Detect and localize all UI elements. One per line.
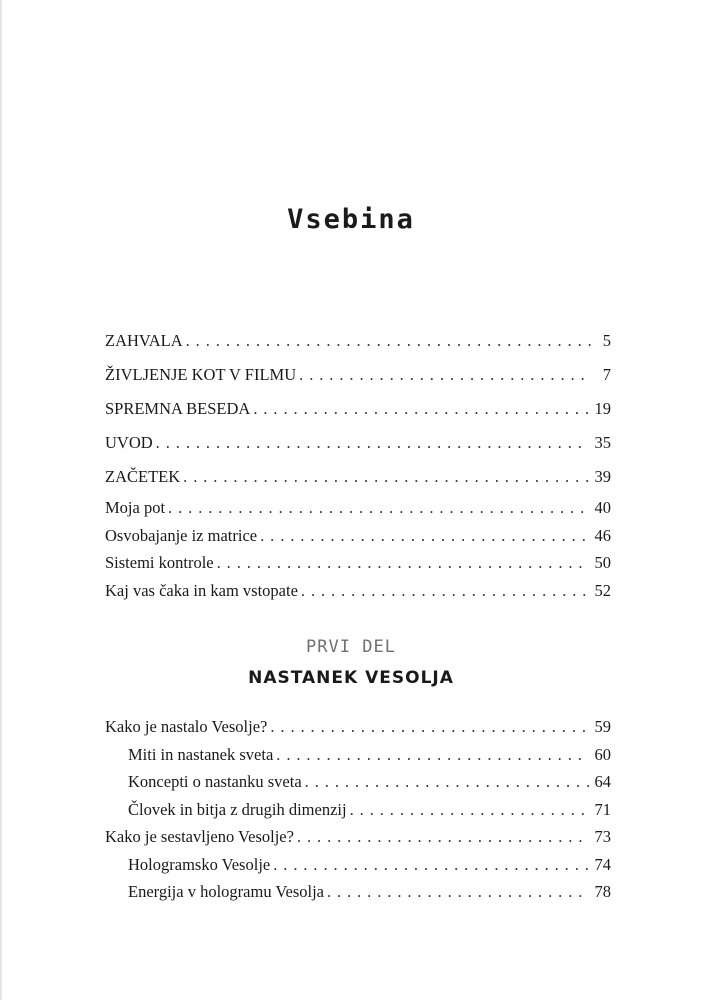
dot-leader (297, 823, 589, 851)
toc-entry-label: Kaj vas čaka in kam vstopate (105, 580, 298, 600)
toc-entry-page: 7 (602, 365, 611, 384)
toc-entry (105, 392, 611, 426)
toc-entry-page: 74 (594, 854, 611, 874)
toc-entry (105, 851, 611, 879)
toc-entry (105, 741, 611, 769)
toc-entry-label: Kako je sestavljeno Vesolje? (105, 827, 294, 846)
toc-entry (105, 768, 611, 796)
toc-entry-label: SPREMNA BESEDA (105, 399, 251, 418)
dot-leader (270, 713, 588, 741)
dot-leader (183, 460, 588, 494)
dot-leader (168, 494, 588, 522)
toc-entry (105, 358, 611, 392)
toc-entry-page: 50 (594, 553, 611, 572)
dot-leader (276, 741, 588, 769)
toc-entry-page: 73 (594, 827, 611, 846)
page-edge (0, 0, 2, 1000)
toc-entry-label: ZAHVALA (105, 331, 183, 350)
toc-entry (105, 494, 611, 522)
dot-leader (350, 796, 589, 824)
page-title: Vsebina (287, 204, 415, 235)
toc-entry-label: Miti in nastanek sveta (128, 744, 274, 764)
toc-entry-page: 39 (594, 467, 611, 486)
toc-entry-page: 78 (594, 882, 611, 901)
toc-entry-label: ŽIVLJENJE KOT V FILMU (105, 365, 297, 384)
dot-leader (186, 324, 591, 358)
toc-entry-label: Sistemi kontrole (105, 553, 214, 572)
toc-entry (105, 324, 611, 358)
toc-entry-label: Človek in bitja z drugih dimenzij (128, 799, 347, 819)
toc-entry-label: Energija v hologramu Vesolja (128, 882, 324, 901)
toc-entry-page: 19 (594, 399, 611, 418)
toc-entry-label: Hologramsko Vesolje (128, 854, 271, 874)
toc-entry-page: 5 (602, 331, 611, 350)
toc-entry-page: 52 (594, 580, 611, 600)
toc-entry-page: 71 (594, 799, 611, 819)
toc-entry-page: 64 (594, 772, 611, 791)
toc-entry-label: ZAČETEK (105, 467, 181, 486)
dot-leader (273, 851, 588, 879)
toc-entry-page: 46 (594, 525, 611, 545)
toc-entry-label: Osvobajanje iz matrice (105, 525, 258, 545)
part-label: PRVI DEL (306, 637, 396, 657)
toc-entry-page: 59 (594, 717, 611, 736)
toc-entry (105, 823, 611, 851)
dot-leader (305, 768, 589, 796)
toc-front-matter (105, 324, 611, 604)
toc-entry-page: 40 (594, 498, 611, 517)
toc-entry-page: 60 (594, 744, 611, 764)
toc-part-one (105, 713, 611, 906)
toc-entry (105, 577, 611, 605)
toc-entry (105, 796, 611, 824)
dot-leader (301, 577, 589, 605)
toc-entry-label: Koncepti o nastanku sveta (128, 772, 302, 791)
dot-leader (299, 358, 591, 392)
dot-leader (253, 392, 588, 426)
toc-entry (105, 460, 611, 494)
dot-leader (156, 426, 589, 460)
dot-leader (217, 549, 589, 577)
part-title: NASTANEK VESOLJA (248, 668, 454, 688)
toc-entry (105, 426, 611, 460)
toc-entry-page: 35 (594, 433, 611, 452)
toc-entry-label: Kako je nastalo Vesolje? (105, 717, 268, 736)
toc-entry (105, 878, 611, 906)
toc-entry (105, 713, 611, 741)
toc-entry (105, 549, 611, 577)
dot-leader (327, 878, 589, 906)
toc-entry-label: Moja pot (105, 498, 166, 517)
toc-entry-label: UVOD (105, 433, 153, 452)
dot-leader (260, 522, 588, 550)
toc-entry (105, 522, 611, 550)
